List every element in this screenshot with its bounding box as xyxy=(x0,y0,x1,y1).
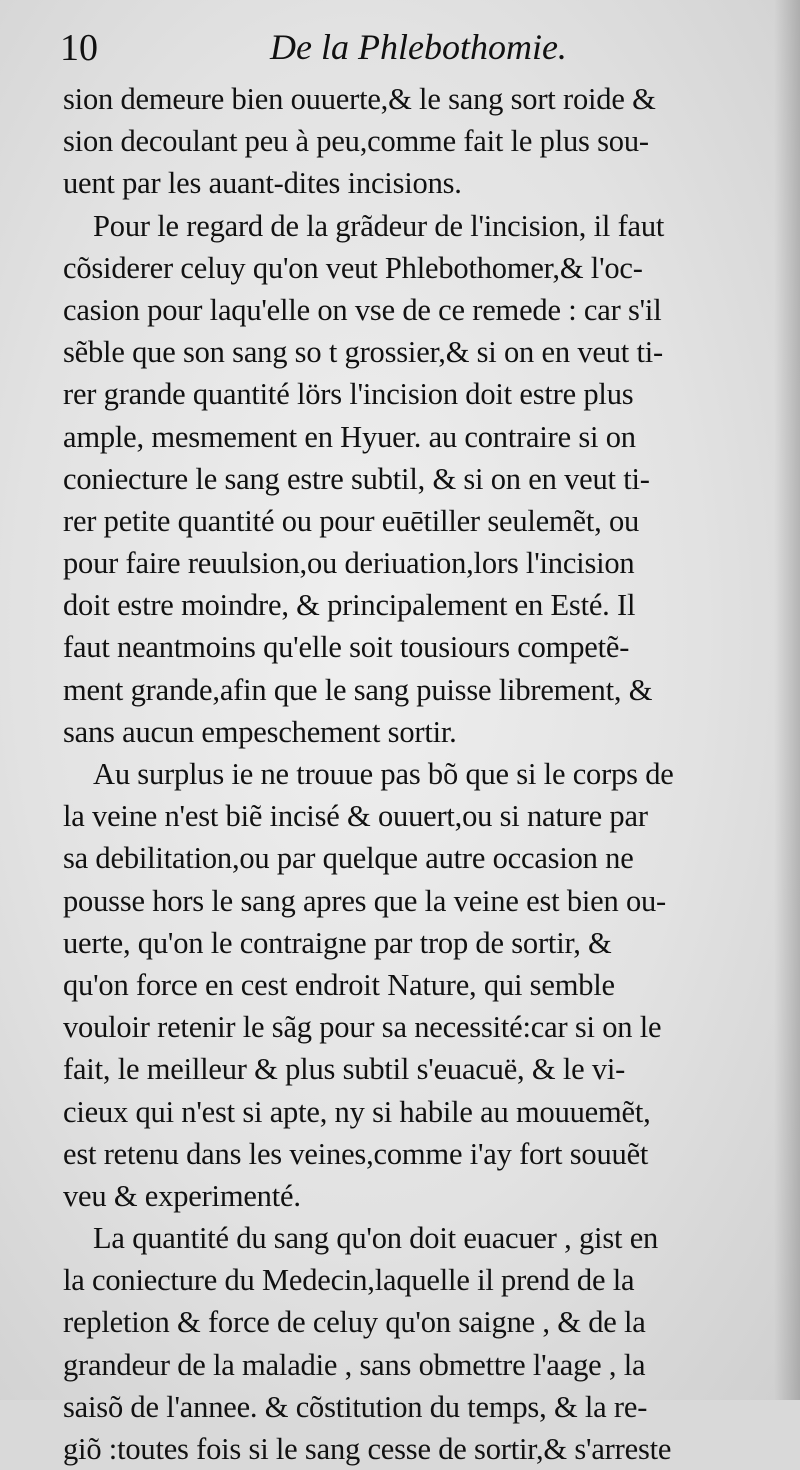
text-line: sa debilitation,ou par quelque autre occasion ne xyxy=(63,841,634,876)
text-line: coniecture le sang estre subtil, & si on en veut ti- xyxy=(63,461,650,496)
text-line: cieux qui n'est si apte, ny si habile au mouuemẽt, xyxy=(63,1094,651,1129)
page-edge-shadow xyxy=(774,0,800,1400)
text-line: vouloir retenir le sãg pour sa necessité:car si on le xyxy=(63,1010,662,1045)
text-line: qu'on force en cest endroit Nature, qui semble xyxy=(63,967,615,1002)
text-line: la veine n'est biẽ incisé & ouuert,ou si nature par xyxy=(63,799,648,834)
text-line: La quantité du sang qu'on doit euacuer , gist en xyxy=(93,1221,659,1256)
text-line: faut neantmoins qu'elle soit tousiours competẽ- xyxy=(63,630,630,665)
text-line: veu & experimenté. xyxy=(63,1178,301,1213)
body-text xyxy=(63,78,773,1470)
text-line: pour faire reuulsion,ou deriuation,lors l'incision xyxy=(63,546,635,581)
text-line: pousse hors le sang apres que la veine est bien ou- xyxy=(63,883,667,918)
text-line: sion decoulant peu à peu,comme fait le plus sou- xyxy=(63,124,649,159)
text-line: Pour le regard de la grãdeur de l'incision, il faut xyxy=(93,208,665,243)
page-header xyxy=(60,22,760,78)
text-line: est retenu dans les veines,comme i'ay fort souuẽt xyxy=(63,1136,649,1171)
running-title: De la Phlebothomie. xyxy=(270,27,567,67)
text-line: rer grande quantité lörs l'incision doit estre plus xyxy=(63,377,634,412)
text-line: la coniecture du Medecin,laquelle il prend de la xyxy=(63,1263,635,1298)
text-line: Au surplus ie ne trouue pas bõ que si le corps de xyxy=(93,757,674,791)
text-line: uent par les auant-dites incisions. xyxy=(63,166,462,201)
text-line: sẽble que son sang so t grossier,& si on en veut ti- xyxy=(63,335,663,370)
text-line: doit estre moindre, & principalement en Esté. Il xyxy=(63,588,636,623)
text-line: fait, le meilleur & plus subtil s'euacuë, & le vi- xyxy=(63,1052,626,1087)
text-line: saisõ de l'annee. & cõstitution du temps, & la re- xyxy=(63,1389,648,1424)
text-line: ment grande,afin que le sang puisse librement, & xyxy=(63,672,653,707)
text-line: repletion & force de celuy qu'on saigne , & de la xyxy=(63,1305,646,1340)
text-line: sans aucun empeschement sortir. xyxy=(63,714,457,749)
text-line: grandeur de la maladie , sans obmettre l'aage , la xyxy=(63,1347,646,1382)
text-line: rer petite quantité ou pour euētiller seulemẽt, ou xyxy=(63,503,640,538)
text-line: uerte, qu'on le contraigne par trop de sortir, & xyxy=(63,925,612,960)
text-line: giõ :toutes fois si le sang cesse de sortir,& s'arreste xyxy=(63,1432,672,1466)
text-line: ample, mesmement en Hyuer. au contraire si on xyxy=(63,419,636,454)
page-number: 10 xyxy=(60,27,98,69)
text-line: cõsiderer celuy qu'on veut Phlebothomer,& l'oc- xyxy=(63,250,643,285)
text-line: casion pour laqu'elle on vse de ce remede : car s'il xyxy=(63,292,662,327)
text-line: sion demeure bien ouuerte,& le sang sort roide & xyxy=(63,82,656,116)
